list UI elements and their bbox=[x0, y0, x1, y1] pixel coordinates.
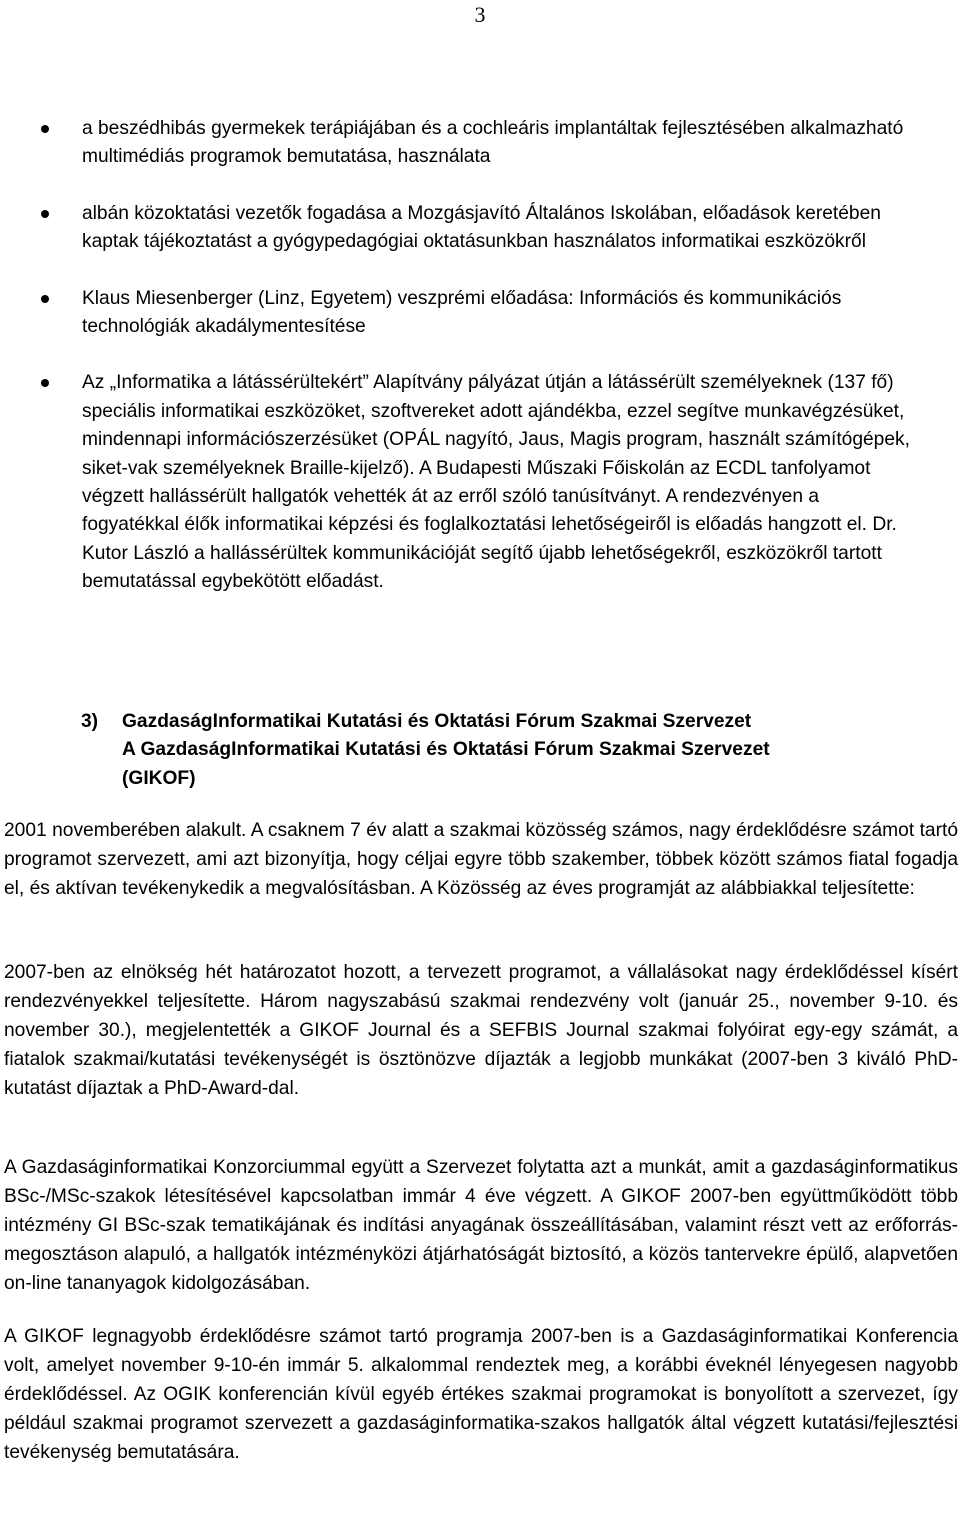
list-item-text: Klaus Miesenberger (Linz, Egyetem) veszprémi előadása: Információs és kommunikációs technológiák akadálymentesítése bbox=[82, 287, 842, 338]
list-item-text: albán közoktatási vezetők fogadása a Mozgásjavító Általános Iskolában, előadások keretében kaptak tájékoztatást a gyógypedagógiai oktatásunkban használatos informatikai eszközökről bbox=[82, 202, 881, 253]
list-item bbox=[0, 115, 960, 172]
bullet-icon bbox=[41, 379, 49, 387]
section-title-line-1: GazdaságInformatikai Kutatási és Oktatási Fórum Szakmai Szervezet bbox=[122, 711, 752, 732]
list-item bbox=[0, 285, 960, 342]
paragraph-founding: 2001 novemberében alakult. A csaknem 7 év alatt a szakmai közösség számos, nagy érdeklődésre számot tartó programot szervezett, ami azt bizonyítja, hogy céljai egyre több szakember, többek között számos fiatal fogadja el, és aktívan tevékenykedik a megvalósításban. A Közösség az éves programját az alábbiakkal teljesítette: bbox=[4, 820, 958, 899]
section-number: 3) bbox=[81, 711, 99, 732]
paragraph-consortium: A Gazdaságinformatikai Konzorciummal együtt a Szervezet folytatta azt a munkát, amit a gazdaságinformatikus BSc-/MSc-szakok létesítésével kapcsolatban immár 4 éve végzett. A GIKOF 2007-ben együttműködött több intézmény GI BSc-szak tematikájának és indítási anyagának összeállításában, valamint részt vett az erőforrás-megosztáson alapuló, a hallgatók intézményközi átjárhatóságát biztosító, a közös tantervekre épülő, alapvetően on-line tananyagok kidolgozásában. bbox=[4, 1157, 958, 1294]
list-item bbox=[0, 369, 960, 596]
bullet-icon bbox=[41, 210, 49, 218]
bullet-list bbox=[0, 115, 960, 597]
list-item bbox=[0, 200, 960, 257]
paragraph-conference: A GIKOF legnagyobb érdeklődésre számot tartó programja 2007-ben is a Gazdaságinformatikai Konferencia volt, amelyet november 9-10-én immár 5. alkalommal rendeztek meg, a korábbi éveknél lényegesen nagyobb érdeklődéssel. Az OGIK konferencián kívül egyéb értékes szakmai programokat is bonyolított a szervezet, így például szakmai programot szervezett a gazdaságinformatika-szakos hallgatók által végzett kutatási/fejlesztési tevékenység bemutatására. bbox=[4, 1326, 958, 1463]
bullet-icon bbox=[41, 295, 49, 303]
section-heading bbox=[81, 708, 960, 793]
section-title-line-3: (GIKOF) bbox=[122, 767, 196, 789]
list-item-text: a beszédhibás gyermekek terápiájában és a cochleáris implantáltak fejlesztésében alkalmazható multimédiás programok bemutatása, használata bbox=[82, 118, 904, 168]
section-title-line-2: A GazdaságInformatikai Kutatási és Oktatási Fórum Szakmai Szervezet bbox=[122, 739, 770, 761]
bullet-icon bbox=[41, 125, 49, 133]
paragraph-2007-board: 2007-ben az elnökség hét határozatot hozott, a tervezett programot, a vállalásokat nagy érdeklődéssel kísért rendezvényekkel teljesítette. Három nagyszabású szakmai rendezvény volt (január 25., november 9-10. és november 30.), megjelentették a GIKOF Journal és a SEFBIS Journal szakmai folyóirat egy-egy számát, a fiatalok szakmai/kutatási tevékenységét is ösztönözve díjazták a legjobb munkákat (2007-ben 3 kiváló PhD-kutatást díjaztak a PhD-Award-dal. bbox=[4, 962, 958, 1099]
list-item-text: Az „Informatika a látássérültekért” Alapítvány pályázat útján a látássérült személyeknek (137 fő) speciális informatikai eszközöket, szoftvereket adott ajándékba, ezzel segítve munkavégzésüket, mindennapi információszerzésüket (OPÁL nagyító, Jaus, Magis program, használt számítógépek, siket-vak személyeknek Braille-kijelző). A Budapesti Műszaki Főiskolán az ECDL tanfolyamot végzett hallássérült hallgatók vehették át az erről szóló tanúsítványt. A rendezvényen a fogyatékkal élők informatikai képzési és foglalkoztatási lehetőségeiről is előadás hangzott el. Dr. Kutor László a hallássérültek kommunikációját segítő újabb lehetőségekről, eszközökről tartott bemutatással egybekötött előadást. bbox=[82, 372, 910, 593]
page-number: 3 bbox=[474, 2, 486, 27]
